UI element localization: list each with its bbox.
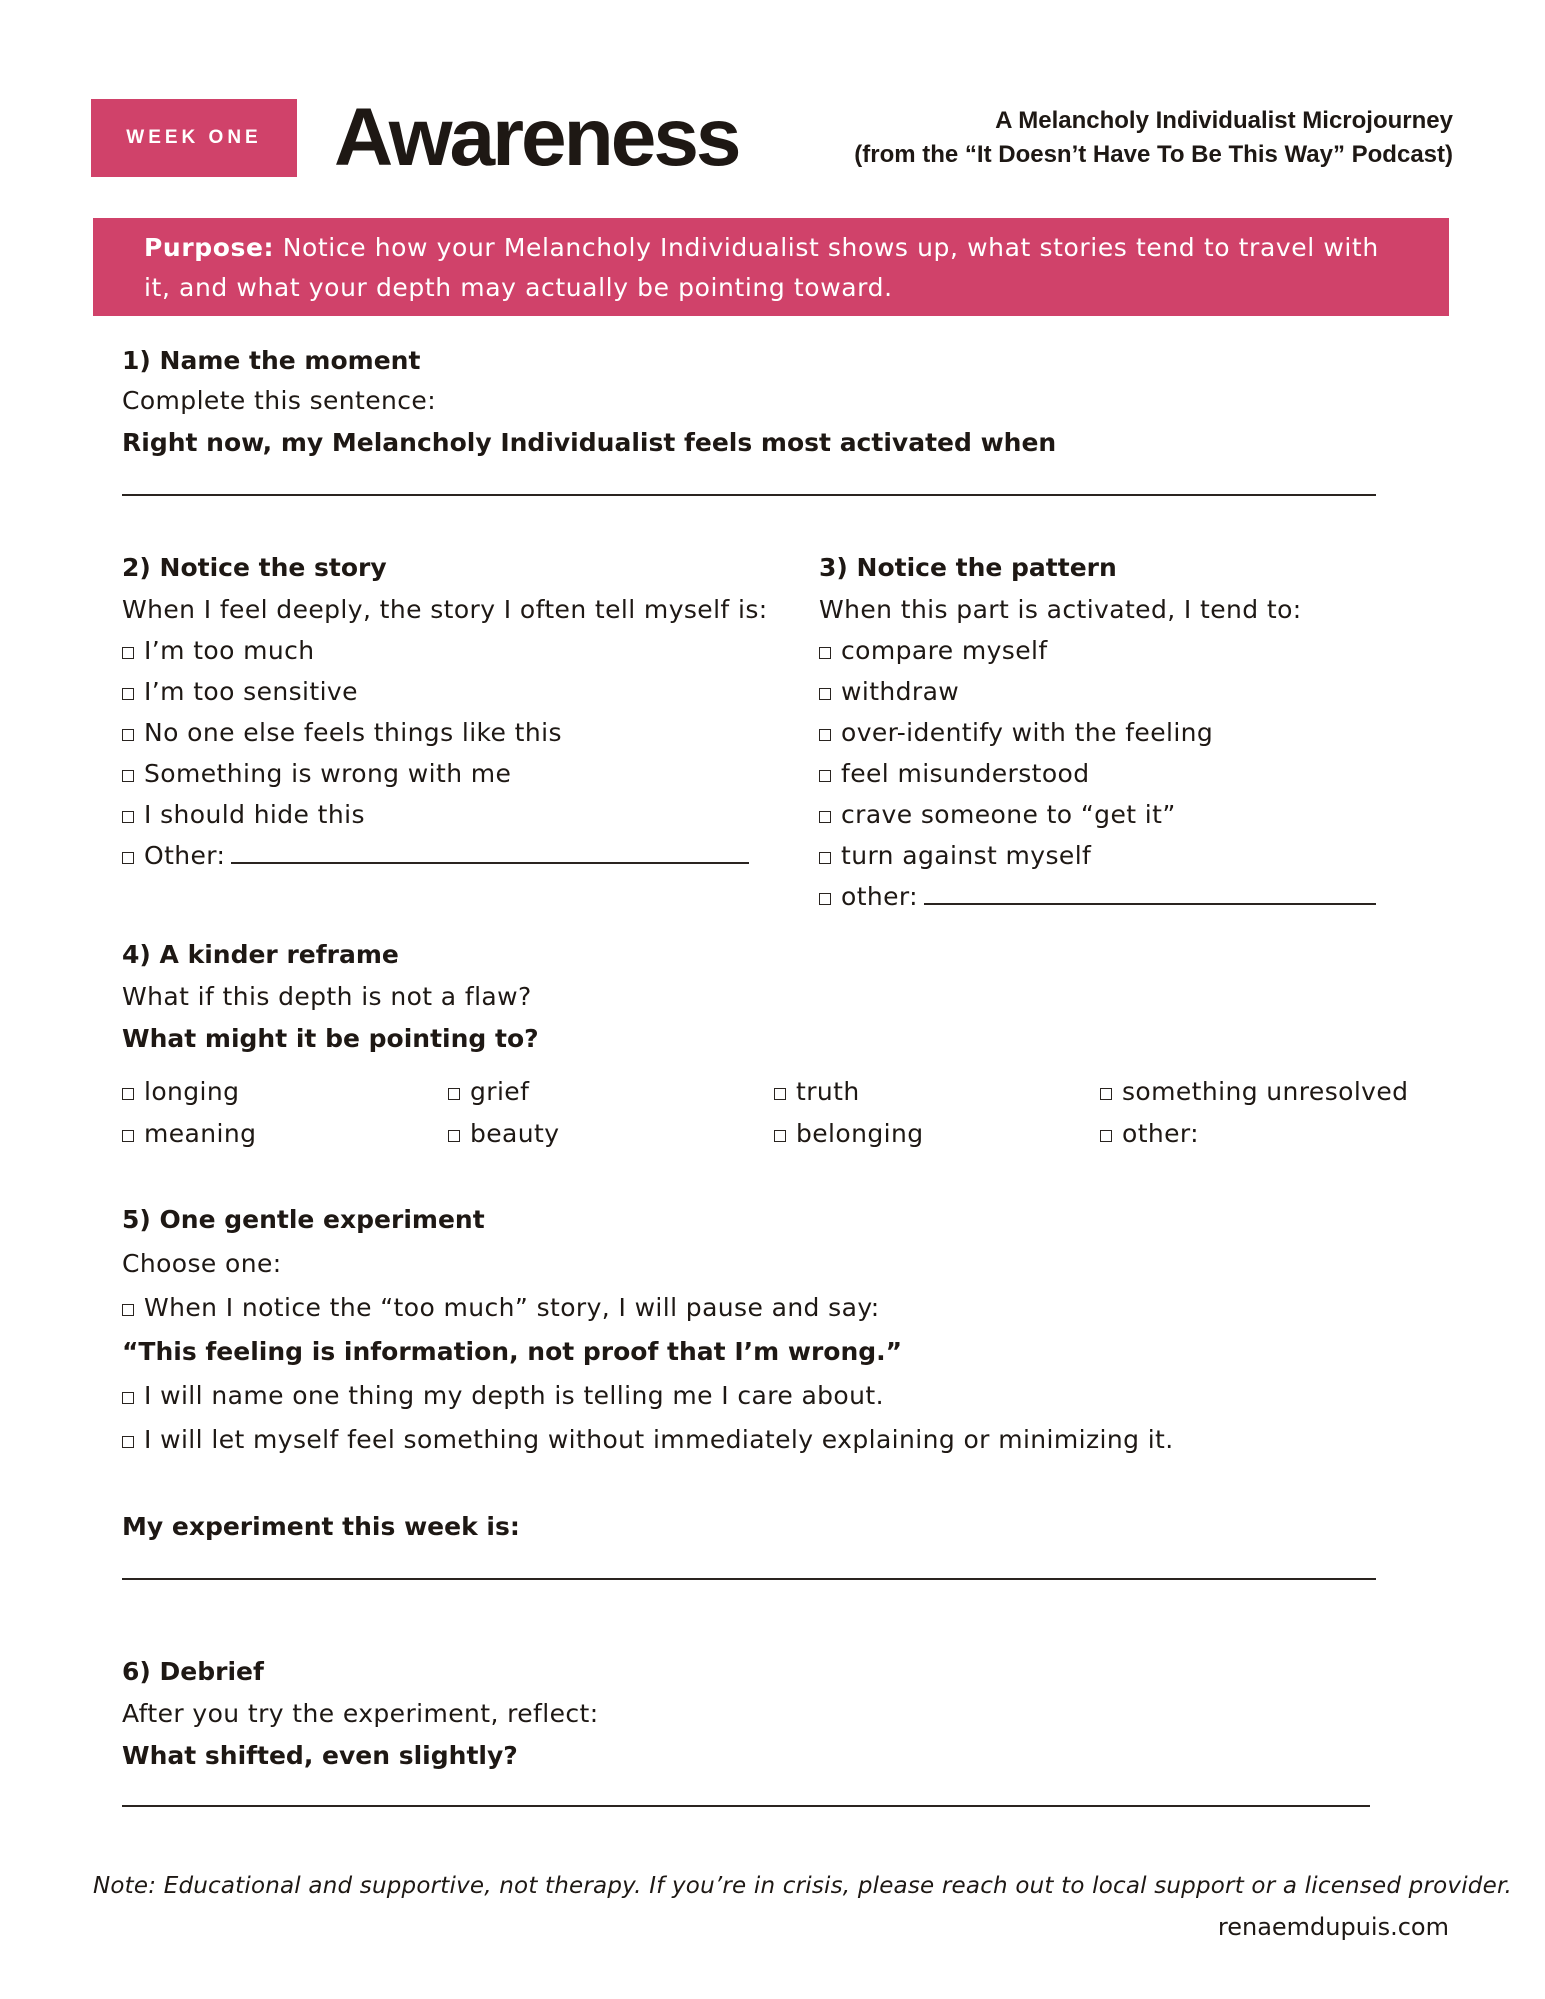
answer-line-1[interactable] [122,494,1376,496]
checkbox[interactable] [122,1088,134,1100]
checkbox[interactable] [122,852,134,864]
checkbox[interactable] [122,1130,134,1142]
reframe-option[interactable]: grief [448,1071,774,1113]
checkbox[interactable] [122,811,134,823]
answer-line-experiment[interactable] [122,1578,1376,1580]
website-link[interactable]: renaemdupuis.com [1217,1913,1449,1941]
pattern-option[interactable]: compare myself [819,630,1376,671]
checkbox[interactable] [819,893,831,905]
section-notice-the-story [122,548,768,876]
pattern-option-other[interactable]: other: [819,876,1376,917]
pattern-option[interactable]: crave someone to “get it” [819,794,1376,835]
reframe-option[interactable]: meaning [122,1113,448,1155]
subtitle-line-1: A Melancholy Individualist Microjourney [995,107,1453,134]
section-4-heading: 4) A kinder reframe [122,940,399,969]
subtitle-line-2: (from the “It Doesn’t Have To Be This Way” Podcast) [854,141,1453,168]
section-3-heading: 3) Notice the pattern [819,553,1117,582]
experiment-option[interactable]: I will let myself feel something without immediately explaining or minimizing it. [122,1420,1174,1460]
section-6-prompt: What shifted, even slightly? [122,1741,518,1770]
section-5-heading: 5) One gentle experiment [122,1205,485,1234]
section-kinder-reframe [122,935,539,1059]
checkbox[interactable] [774,1130,786,1142]
checkbox[interactable] [122,688,134,700]
section-6-instruction: After you try the experiment, reflect: [122,1699,599,1728]
checkbox[interactable] [819,688,831,700]
checkbox[interactable] [819,729,831,741]
section-1-instruction: Complete this sentence: [122,386,437,415]
section-1-prompt: Right now, my Melancholy Individualist feels most activated when [122,428,1057,457]
reframe-option[interactable]: belonging [774,1113,1100,1155]
purpose-text: Notice how your Melancholy Individualist shows up, what stories tend to travel with it, and what your depth may actually be pointing toward. [144,233,1379,302]
checkbox[interactable] [448,1130,460,1142]
checkbox[interactable] [122,770,134,782]
section-6-heading: 6) Debrief [122,1657,264,1686]
subtitle [854,104,1453,172]
section-3-instruction: When this part is activated, I tend to: [819,595,1302,624]
pattern-option[interactable]: withdraw [819,671,1376,712]
checkbox[interactable] [819,811,831,823]
section-2-instruction: When I feel deeply, the story I often tell myself is: [122,595,768,624]
reframe-option[interactable]: truth [774,1071,1100,1113]
section-4-instruction: What if this depth is not a flaw? [122,982,532,1011]
section-2-heading: 2) Notice the story [122,553,387,582]
section-1-heading: 1) Name the moment [122,346,421,375]
answer-line-debrief[interactable] [122,1805,1370,1807]
reframe-option[interactable]: other: [1100,1113,1452,1155]
checkbox[interactable] [1100,1130,1112,1142]
pattern-option[interactable]: over-identify with the feeling [819,712,1376,753]
reframe-option[interactable]: beauty [448,1113,774,1155]
section-debrief [122,1652,599,1776]
checkbox[interactable] [819,852,831,864]
checkbox[interactable] [122,1392,134,1404]
page-title: Awareness [334,92,739,183]
checkbox[interactable] [122,647,134,659]
checkbox[interactable] [819,647,831,659]
experiment-quote: “This feeling is information, not proof that I’m wrong.” [122,1337,903,1366]
experiment-option[interactable]: When I notice the “too much” story, I will pause and say: [122,1288,1174,1328]
section-4-prompt: What might it be pointing to? [122,1024,539,1053]
other-answer-line[interactable] [231,840,749,864]
week-badge: WEEK ONE [91,99,297,177]
experiment-option[interactable]: I will name one thing my depth is telling me I care about. [122,1376,1174,1416]
reframe-option[interactable]: longing [122,1071,448,1113]
story-option[interactable]: No one else feels things like this [122,712,768,753]
story-option[interactable]: I’m too much [122,630,768,671]
story-option[interactable]: Something is wrong with me [122,753,768,794]
checkbox[interactable] [1100,1088,1112,1100]
section-5-instruction: Choose one: [122,1249,282,1278]
experiment-prompt: My experiment this week is: [122,1512,520,1541]
section-name-the-moment [122,341,1056,463]
checkbox[interactable] [774,1088,786,1100]
reframe-option[interactable]: something unresolved [1100,1071,1452,1113]
checkbox[interactable] [819,770,831,782]
checkbox[interactable] [448,1088,460,1100]
section-notice-the-pattern [819,548,1376,917]
reframe-options-grid [122,1071,1452,1155]
disclaimer-note: Note: Educational and supportive, not therapy. If you’re in crisis, please reach out to local support or a licensed provider. [93,1873,1513,1899]
pattern-option[interactable]: turn against myself [819,835,1376,876]
checkbox[interactable] [122,1304,134,1316]
story-option[interactable]: I should hide this [122,794,768,835]
section-gentle-experiment [122,1200,1174,1460]
story-option-other[interactable]: Other: [122,835,768,876]
checkbox[interactable] [122,1436,134,1448]
checkbox[interactable] [122,729,134,741]
purpose-banner [93,218,1449,316]
story-option[interactable]: I’m too sensitive [122,671,768,712]
purpose-label: Purpose: [144,233,275,262]
pattern-option[interactable]: feel misunderstood [819,753,1376,794]
other-answer-line[interactable] [924,881,1376,905]
